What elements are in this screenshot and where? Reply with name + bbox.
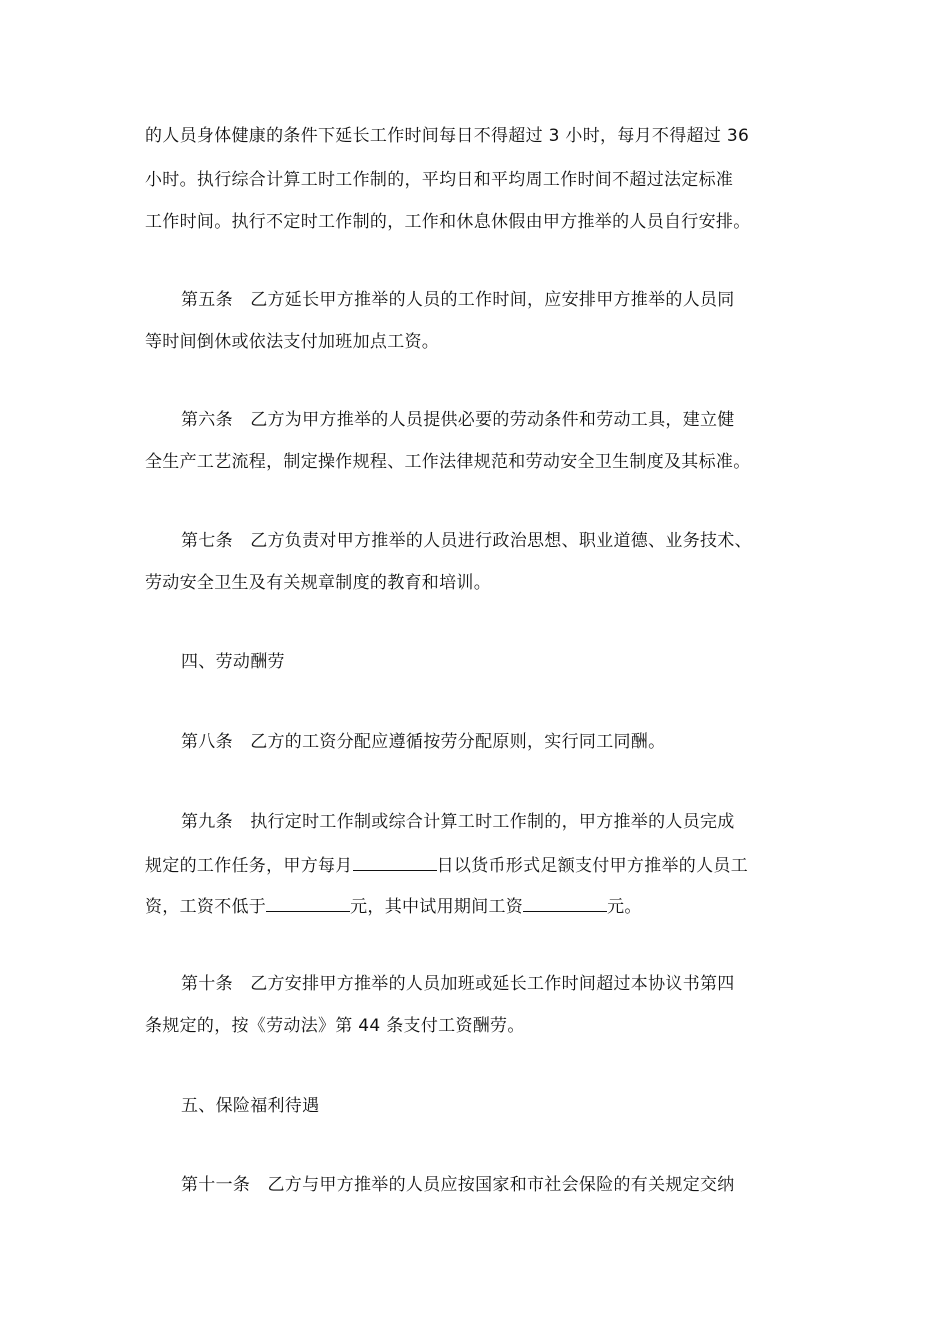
article-5-line: 第五条 乙方延长甲方推举的人员的工作时间，应安排甲方推举的人员同 xyxy=(181,290,735,310)
article-6-line: 全生产工艺流程，制定操作规程、工作法律规范和劳动安全卫生制度及其标准。 xyxy=(145,452,751,472)
article-11-line: 第十一条 乙方与甲方推举的人员应按国家和市社会保险的有关规定交纳 xyxy=(181,1175,735,1195)
paragraph-line: 工作时间。执行不定时工作制的，工作和休息休假由甲方推举的人员自行安排。 xyxy=(145,212,751,232)
article-5-line: 等时间倒休或依法支付加班加点工资。 xyxy=(145,332,440,352)
text-segment: 元，其中试用期间工资 xyxy=(350,897,524,917)
blank-field[interactable] xyxy=(523,893,607,912)
section-heading: 四、劳动酬劳 xyxy=(181,652,285,672)
article-10-line: 条规定的，按《劳动法》第 44 条支付工资酬劳。 xyxy=(145,1016,525,1036)
text-segment: 元。 xyxy=(607,897,642,917)
blank-field[interactable] xyxy=(353,852,437,871)
article-7-line: 劳动安全卫生及有关规章制度的教育和培训。 xyxy=(145,573,491,593)
article-10-line: 第十条 乙方安排甲方推举的人员加班或延长工作时间超过本协议书第四 xyxy=(181,974,735,994)
article-6-line: 第六条 乙方为甲方推举的人员提供必要的劳动条件和劳动工具，建立健 xyxy=(181,410,735,430)
section-heading: 五、保险福利待遇 xyxy=(181,1096,320,1116)
article-7-line: 第七条 乙方负责对甲方推举的人员进行政治思想、职业道德、业务技术、 xyxy=(181,531,752,551)
article-8-line: 第八条 乙方的工资分配应遵循按劳分配原则，实行同工同酬。 xyxy=(181,732,666,752)
article-9-line xyxy=(145,852,748,878)
paragraph-line: 小时。执行综合计算工时工作制的，平均日和平均周工作时间不超过法定标准 xyxy=(145,170,734,190)
text-segment: 资，工资不低于 xyxy=(145,897,267,917)
article-9-line: 第九条 执行定时工作制或综合计算工时工作制的，甲方推举的人员完成 xyxy=(181,812,735,832)
paragraph-line: 的人员身体健康的条件下延长工作时间每日不得超过 3 小时，每月不得超过 36 xyxy=(145,126,750,146)
blank-field[interactable] xyxy=(266,893,350,912)
text-segment: 规定的工作任务，甲方每月 xyxy=(145,856,353,876)
article-9-line xyxy=(145,893,642,919)
text-segment: 日以货币形式足额支付甲方推举的人员工 xyxy=(436,856,749,876)
